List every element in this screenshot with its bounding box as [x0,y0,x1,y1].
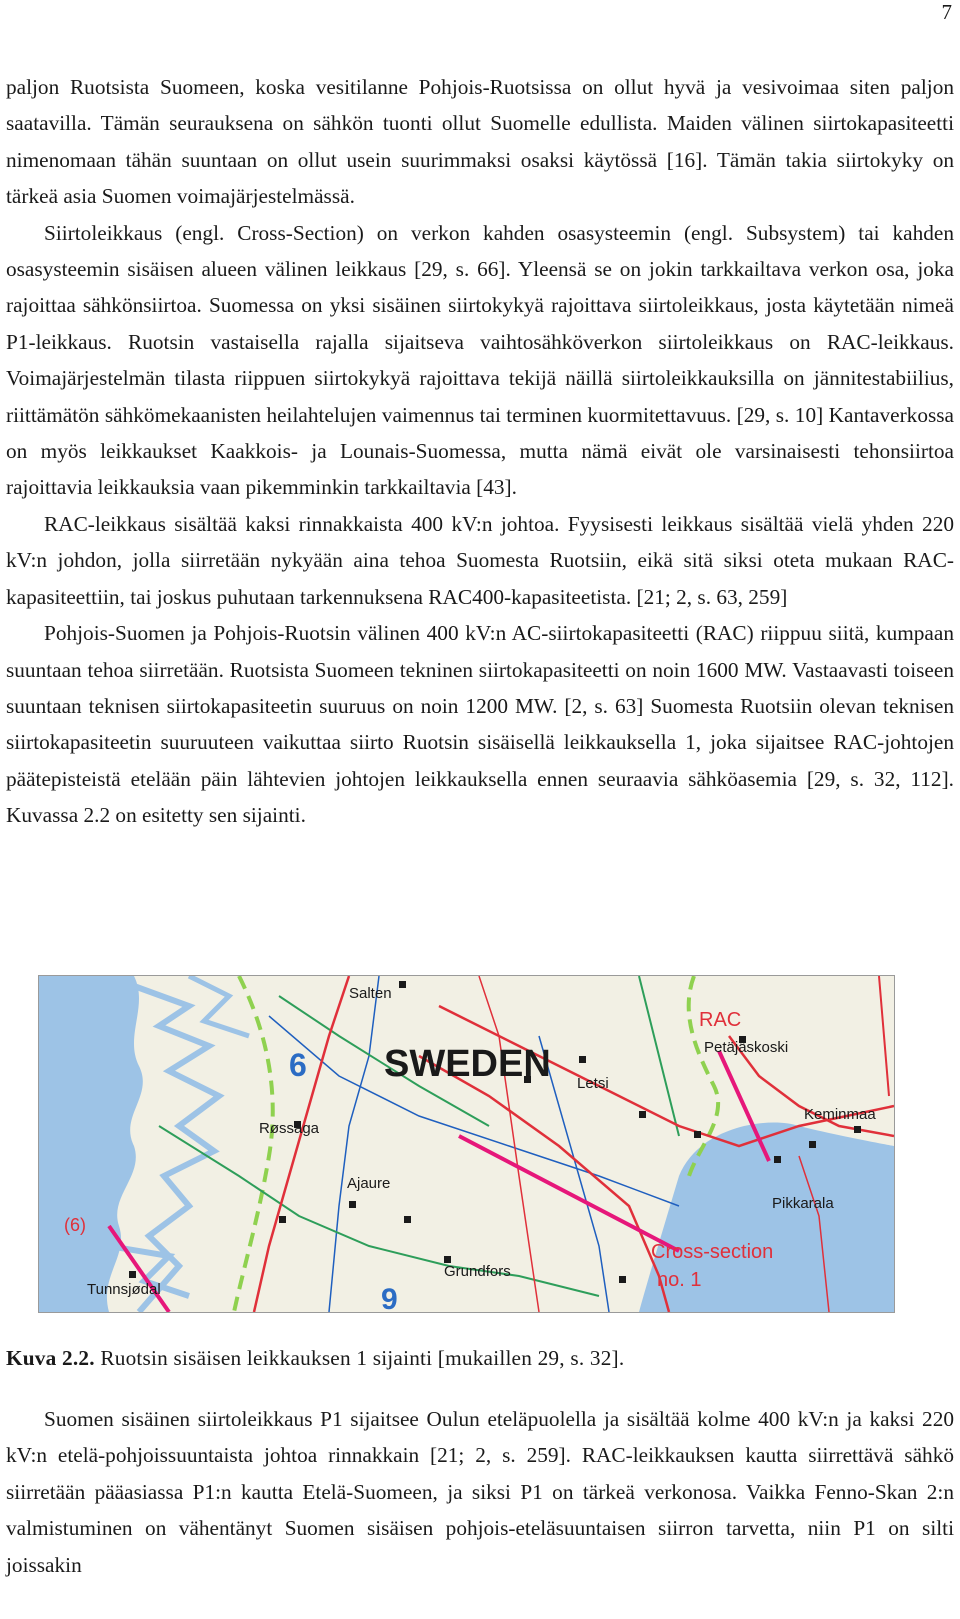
label-cross-section: Cross-section [651,1241,774,1263]
norwegian-sea [39,976,143,1312]
border [234,976,273,1312]
label-ajaure: Ajaure [347,1175,391,1192]
label-sweden: SWEDEN [384,1043,551,1085]
fjord [189,976,249,1036]
map-graphic [39,976,894,1312]
label-salten: Salten [349,985,392,1002]
figure-caption [6,1346,624,1371]
caption-text: Ruotsin sisäisen leikkauksen 1 sijainti [mukaillen 29, s. 32]. [100,1346,625,1370]
paragraph: paljon Ruotsista Suomeen, koska vesitilanne Pohjois-Ruotsissa on ollut hyvä ja vesivoimaa siten paljon saatavilla. Tämän seurauksena on sähkön tuonti ollut Suomelle edullista. Maiden välinen siirtokapasiteetti nimenomaan tähän suuntaan on ollut usein suurimmaksi osaksi käytössä [16]. Tämän takia siirtokyky on tärkeä asia Suomen voimajärjestelmässä. [6,75,954,209]
label-keminmaa: Keminmaa [804,1106,876,1123]
label-zone-9: 9 [381,1283,398,1312]
label-zone-6: 6 [289,1047,307,1083]
power-line-400 [879,976,889,1096]
power-line-400 [254,976,349,1312]
power-line-400 [479,976,539,1312]
label-tunnsjodal: Tunnsjødal [87,1281,161,1298]
fjord [134,986,219,1312]
figure-map [38,975,895,1313]
power-line-other [329,976,379,1312]
paragraph: RAC-leikkaus sisältää kaksi rinnakkaista 400 kV:n johtoa. Fyysisesti leikkaus sisältää vielä yhden 220 kV:n johdon, jolla siirretään nykyään aina tehoa Suomesta Ruotsiin, eikä sitä siksi oteta mukaan RAC-kapasiteettiin, tai joskus puhutaan tarkennuksena RAC400-kapasiteetista. [21; 2, s. 63, 259] [6,511,954,609]
body-text-bottom [6,1401,954,1583]
page-number: 7 [941,0,952,24]
label-grundfors: Grundfors [444,1263,511,1280]
label-paren-6: (6) [64,1215,86,1235]
paragraph: Pohjois-Suomen ja Pohjois-Ruotsin välinen 400 kV:n AC-siirtokapasiteetti (RAC) riippuu siitä, kumpaan suuntaan tehoa siirretään. Ruotsista Suomeen tekninen siirtokapasiteetti on noin 1600 MW. Vastaavasti toiseen suuntaan teknisen siirtokapasiteetin suuruus on noin 1200 MW. [2, s. 63] Suomesta Ruotsiin olevan teknisen siirtokapasiteetin suuruuteen vaikuttaa siirto Ruotsin sisäisellä leikkauksella 1, joka sijaitsee RAC-johtojen päätepisteistä etelään päin lähtevien johtojen leikkauksella ennen seuraavia sähköasemia [29, s. 32, 112]. Kuvassa 2.2 on esitetty sen sijainti. [6,621,954,828]
label-rac: RAC [699,1009,742,1031]
paragraph: Suomen sisäinen siirtoleikkaus P1 sijaitsee Oulun eteläpuolella ja sisältää kolme 400 kV:n ja kaksi 220 kV:n etelä-pohjoissuuntaista johtoa rinnakkain [21; 2, s. 259]. RAC-leikkauksen kautta siirrettävä sähkö siirretään pääasiassa P1:n kautta Etelä-Suomeen, ja siksi P1 on tärkeä verkonosa. Vaikka Fenno-Skan 2:n valmistuminen on vähentänyt Suomen sisäisen pohjois-eteläsuuntaisen siirron tarvetta, niin P1 on silti joissakin [6,1407,954,1577]
label-pikkarala: Pikkarala [772,1195,834,1212]
caption-label: Kuva 2.2. [6,1346,95,1370]
label-no-1: no. 1 [657,1269,702,1291]
label-petajaskoski: Petäjäskoski [704,1039,789,1056]
body-text-top [6,69,954,834]
paragraph: Siirtoleikkaus (engl. Cross-Section) on verkon kahden osasysteemin (engl. Subsystem) tai kahden osasysteemin sisäisen alueen välinen leikkaus [29, s. 66]. Yleensä se on jokin tarkkailtava verkon osa, joka rajoittaa sähkönsiirtoa. Suomessa on yksi sisäinen siirtokykyä rajoittava siirtoleikkaus, josta käytetään nimeä P1-leikkaus. Ruotsin vastaisella rajalla sijaitseva vaihtosähköverkon siirtoleikkaus on RAC-leikkaus. Voimajärjestelmän tilasta riippuen siirtokykyä rajoittava tekijä näillä siirtoleikkauksilla on jännitestabiilius, riittämätön sähkömekaanisten heilahtelujen vaimennus tai terminen kuormitettavuus. [29, s. 10] Kantaverkossa on myös leikkaukset Kaakkois- ja Lounais-Suomessa, mutta nämä eivät ole varsinaisesti tehonsiirtoa rajoittavia leikkauksia vaan pikemminkin tarkkailtavia [43]. [6,220,954,500]
label-letsi: Letsi [577,1075,609,1092]
label-rossaga: Røssåga [259,1120,320,1137]
